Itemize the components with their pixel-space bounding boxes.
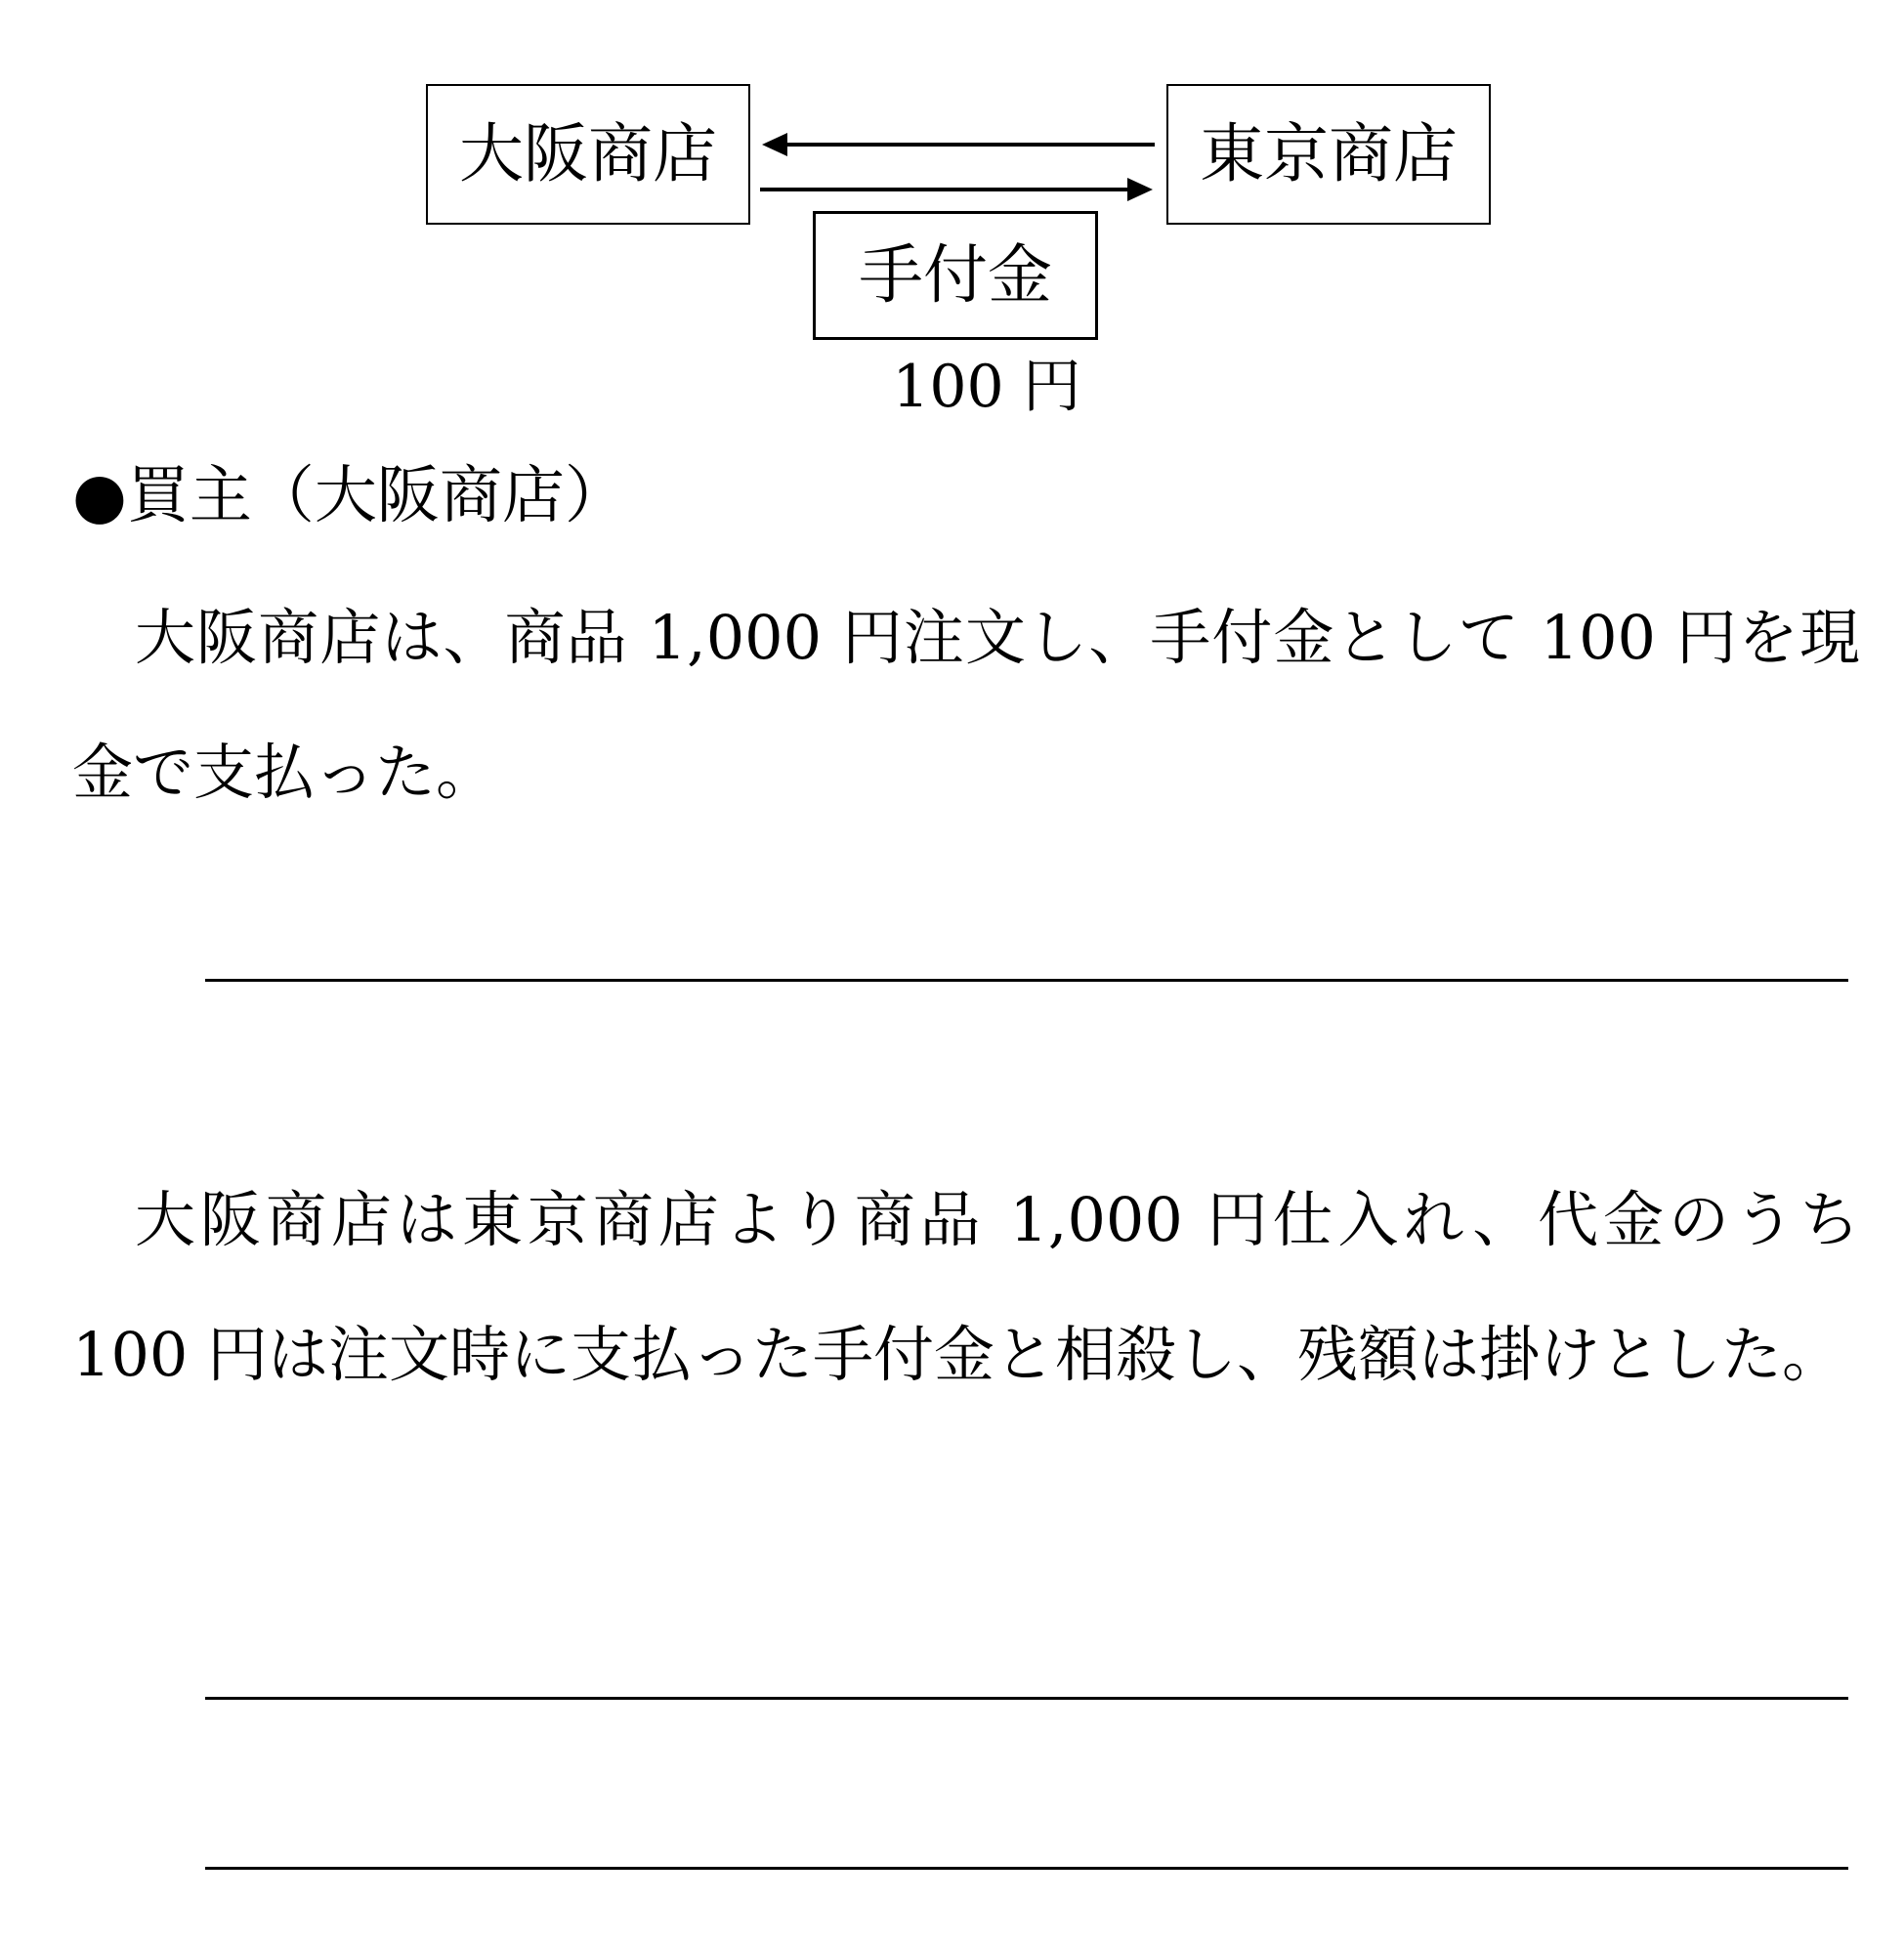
seller-box	[1166, 84, 1491, 225]
answer-line-3	[205, 1867, 1848, 1870]
arrow-seller-to-buyer	[762, 133, 1155, 156]
deposit-label: 手付金	[859, 237, 1052, 313]
problem-1-text: 大阪商店は、商品 1,000 円注文し、手付金として 100 円を現金で支払った。	[72, 602, 1860, 808]
arrow-buyer-to-seller	[760, 178, 1153, 201]
answer-line-1	[205, 979, 1848, 982]
answer-line-2	[205, 1697, 1848, 1700]
section-heading: ●買主（大阪商店）	[72, 460, 627, 532]
seller-label: 東京商店	[1200, 116, 1458, 191]
buyer-label: 大阪商店	[459, 116, 717, 191]
deposit-box	[813, 211, 1098, 340]
buyer-box	[426, 84, 750, 225]
deposit-amount: 100 円	[892, 353, 1081, 421]
problem-2-text: 大阪商店は東京商店より商品 1,000 円仕入れ、代金のうち 100 円は注文時に支払った手付金と相殺し、残額は掛けとした。	[72, 1184, 1860, 1390]
